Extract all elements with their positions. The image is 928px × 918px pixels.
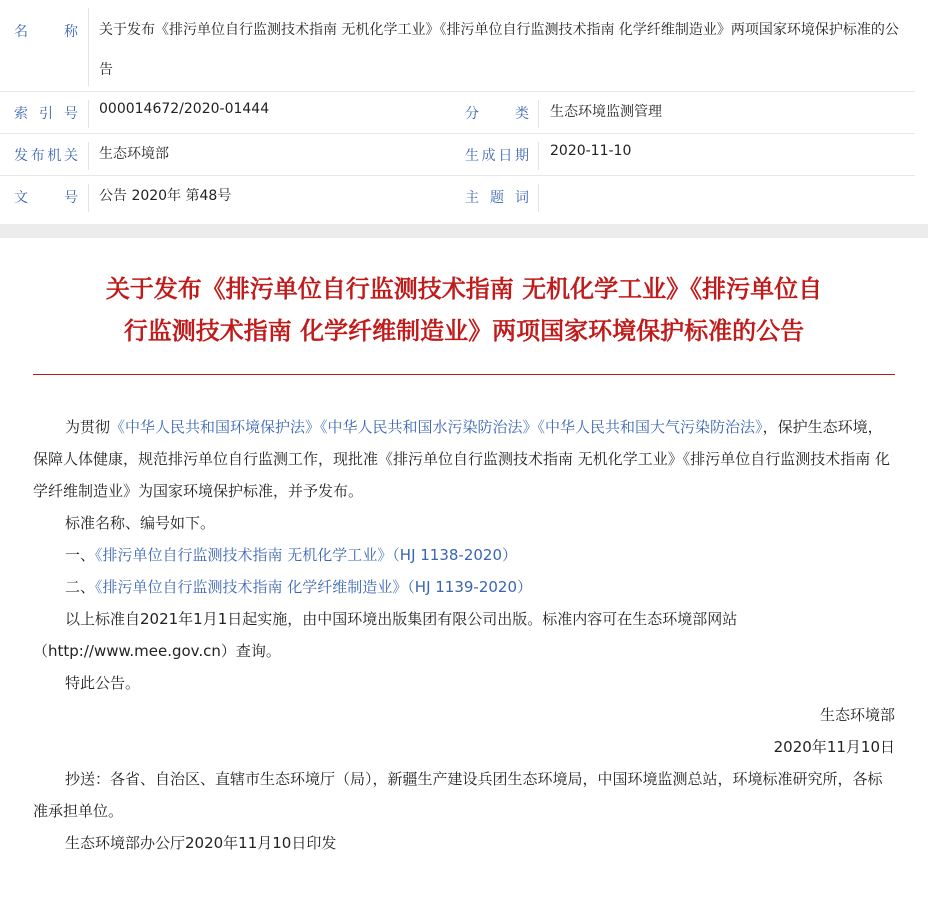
name-value: 关于发布《排污单位自行监测技术指南 无机化学工业》《排污单位自行监测技术指南 化学纤维制造业》两项国家环境保护标准的公告 <box>99 22 899 78</box>
category-label: 分类 <box>465 106 529 122</box>
divider <box>88 184 89 212</box>
date-label: 生成日期 <box>465 148 529 164</box>
name-label: 名称 <box>14 24 78 40</box>
keywords-label: 主题词 <box>465 190 529 206</box>
date-value: 2020-11-10 <box>550 143 632 159</box>
announcement-article <box>0 268 928 859</box>
index-value: 000014672/2020-01444 <box>99 101 270 117</box>
index-label: 索引号 <box>14 106 78 122</box>
paragraph-printed: 生态环境部办公厅2020年11月10日印发 <box>65 834 337 852</box>
intro-text-rest: ，保护生态环境，保障人体健康，规范排污单位自行监测工作，现批准《排污单位自行监测技术指南 无机化学工业》《排污单位自行监测技术指南 化学纤维制造业》为国家环境保护标准，并予发布。 <box>33 418 891 500</box>
signature-org: 生态环境部 <box>819 706 895 724</box>
intro-text: 为贯彻 <box>65 418 111 436</box>
standard-link-hj1138[interactable]: 《排污单位自行监测技术指南 无机化学工业》（HJ 1138-2020） <box>95 546 518 564</box>
law-link-air-pollution[interactable]: 《中华人民共和国大气污染防治法》 <box>537 418 763 436</box>
divider <box>538 142 539 170</box>
paragraph-intro <box>33 411 895 507</box>
docno-label: 文号 <box>14 190 78 206</box>
divider <box>88 8 89 86</box>
paragraph-implementation: 以上标准自2021年1月1日起实施，由中国环境出版集团有限公司出版。标准内容可在生态环境部网站（http://www.mee.gov.cn）查询。 <box>33 610 738 660</box>
issuer-value: 生态环境部 <box>99 146 169 162</box>
paragraph-closing: 特此公告。 <box>65 674 141 692</box>
article-body <box>33 411 895 859</box>
article-title: 关于发布《排污单位自行监测技术指南 无机化学工业》《排污单位自行监测技术指南 化学纤维制造业》两项国家环境保护标准的公告 <box>105 275 823 345</box>
law-link-water-pollution[interactable]: 《中华人民共和国水污染防治法》 <box>320 418 538 436</box>
divider <box>88 100 89 128</box>
section-band <box>0 224 928 238</box>
list-item <box>33 571 895 603</box>
title-rule <box>33 374 895 375</box>
issuer-label: 发布机关 <box>14 148 78 164</box>
docno-value: 公告 2020年 第48号 <box>99 188 232 204</box>
meta-row-issuer <box>0 134 928 176</box>
meta-row-name <box>0 0 928 92</box>
list-item-prefix: 一、 <box>65 546 96 564</box>
meta-row-index <box>0 92 928 134</box>
divider <box>538 100 539 128</box>
list-item-prefix: 二、 <box>65 578 96 596</box>
divider <box>538 184 539 212</box>
standard-link-hj1139[interactable]: 《排污单位自行监测技术指南 化学纤维制造业》（HJ 1139-2020） <box>95 578 533 596</box>
divider <box>88 142 89 170</box>
paragraph-cc: 抄送：各省、自治区、直辖市生态环境厅（局），新疆生产建设兵团生态环境局，中国环境监测总站，环境标准研究所，各标准承担单位。 <box>33 770 883 820</box>
signature-date: 2020年11月10日 <box>773 738 895 756</box>
paragraph-list-intro: 标准名称、编号如下。 <box>65 514 216 532</box>
list-item <box>33 539 895 571</box>
document-metadata <box>0 0 928 218</box>
meta-row-docno <box>0 176 928 218</box>
category-value: 生态环境监测管理 <box>550 104 662 120</box>
law-link-environmental-protection[interactable]: 《中华人民共和国环境保护法》 <box>110 418 321 436</box>
